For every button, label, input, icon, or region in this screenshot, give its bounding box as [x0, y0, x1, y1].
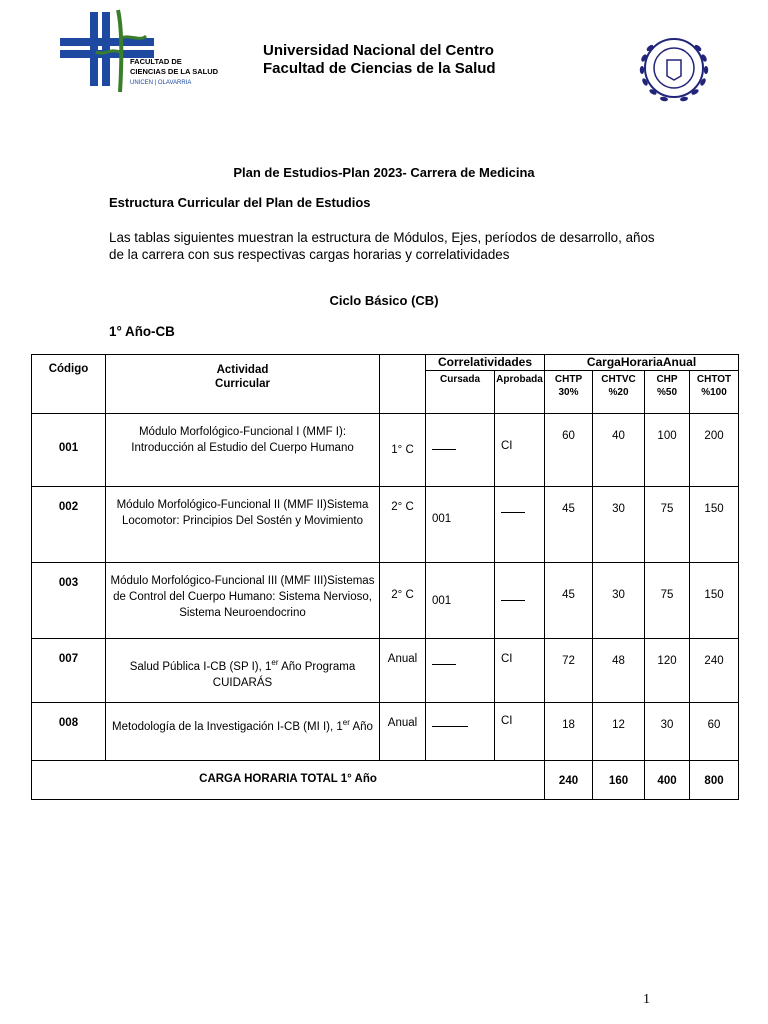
page-number: 1 [643, 992, 650, 1007]
total-row [32, 761, 739, 800]
table-header-row [32, 355, 739, 371]
institution-title [263, 42, 496, 78]
header-code: Código [32, 355, 106, 414]
university-seal [634, 28, 714, 108]
empty-dash [501, 504, 525, 513]
header-chtvc: CHTVC %20 [593, 371, 645, 414]
header-chp: CHP %50 [645, 371, 690, 414]
total-chtot: 800 [690, 761, 739, 800]
table-row: 007 Salud Pública I-CB (SP I), 1er Año Programa CUIDARÁS Anual CI 72 48 120 240 [32, 639, 739, 703]
total-label: CARGA HORARIA TOTAL 1° Año [32, 761, 545, 800]
logo-text-1: FACULTAD DE [130, 57, 182, 66]
empty-dash [501, 592, 525, 601]
logo-text-2: CIENCIAS DE LA SALUD [130, 67, 219, 76]
empty-dash [432, 656, 456, 665]
table-row: 002 Módulo Morfológico-Funcional II (MMF II)Sistema Locomotor: Principios Del Sostén y Movimiento 2° C 001 45 30 75 150 [32, 487, 739, 563]
header-activity: Actividad Curricular [106, 355, 380, 414]
faculty-logo [60, 8, 240, 94]
year-title: 1° Año-CB [109, 324, 175, 339]
header-chtot: CHTOT %100 [690, 371, 739, 414]
intro-paragraph: Las tablas siguientes muestran la estructura de Módulos, Ejes, períodos de desarrollo, años de la carrera con sus respectivas cargas horarias y correlatividades [109, 230, 655, 262]
document-title: Plan de Estudios-Plan 2023- Carrera de Medicina [233, 165, 535, 180]
table-row: 001 Módulo Morfológico-Funcional I (MMF I): Introducción al Estudio del Cuerpo Humano 1° C CI 60 40 100 200 [32, 414, 739, 487]
header-chtp: CHTP 30% [545, 371, 593, 414]
header-correlatives: Correlatividades [426, 355, 545, 371]
faculty-name: Facultad de Ciencias de la Salud [263, 60, 496, 77]
header-period [380, 355, 426, 414]
table-row: 003 Módulo Morfológico-Funcional III (MMF III)Sistemas de Control del Cuerpo Humano: Sistema Nervioso, Sistema Neuroendocrino 2° C 001 45 30 75 150 [32, 563, 739, 639]
logo-text-3: UNICEN | OLAVARRIA [130, 80, 192, 86]
empty-dash [432, 441, 456, 450]
section-title: Estructura Curricular del Plan de Estudios [109, 195, 371, 210]
header-aprobada: Aprobada [495, 371, 545, 414]
empty-dash [432, 718, 468, 727]
total-chtvc: 160 [593, 761, 645, 800]
total-chp: 400 [645, 761, 690, 800]
table-row: 008 Metodología de la Investigación I-CB (MI I), 1er Año Anual CI 18 12 30 60 [32, 703, 739, 761]
university-name: Universidad Nacional del Centro [263, 42, 494, 59]
total-chtp: 240 [545, 761, 593, 800]
curriculum-table [31, 354, 739, 800]
header-cursada: Cursada [426, 371, 495, 414]
cycle-title: Ciclo Básico (CB) [329, 293, 439, 308]
header-hours: CargaHorariaAnual [545, 355, 739, 371]
